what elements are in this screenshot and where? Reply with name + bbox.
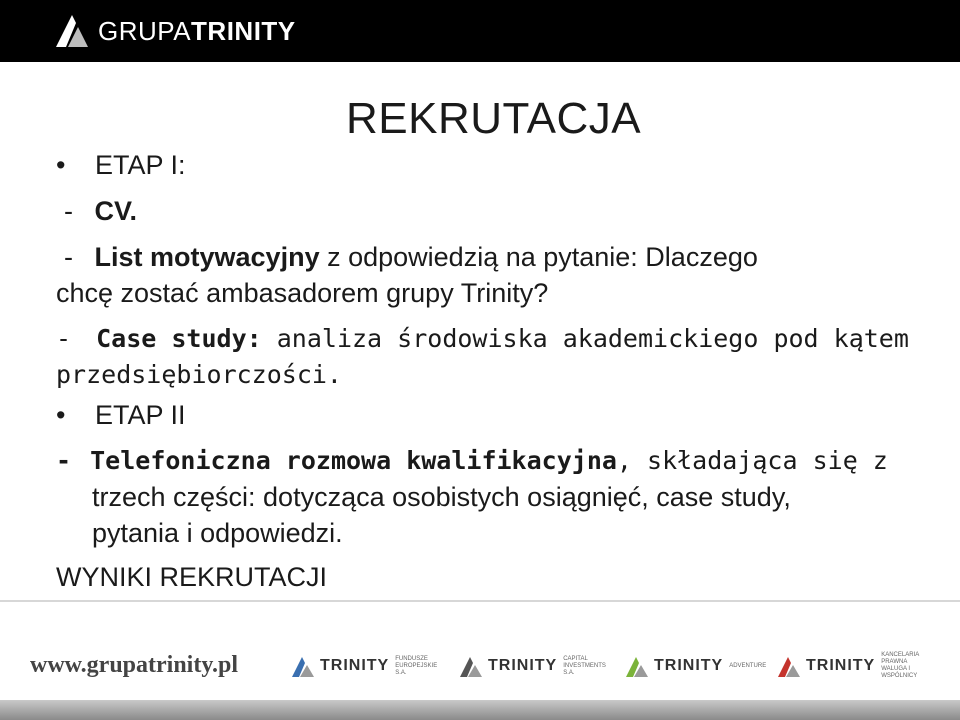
- etap2-heading: [56, 400, 186, 431]
- dash: -: [56, 446, 72, 475]
- dash: -: [64, 196, 73, 226]
- trinity-mark-icon: [776, 653, 802, 679]
- brand-name: TRINITY: [654, 657, 724, 674]
- brand-sub: KANCELARIA PRAWNA WALUGA I WSPÓLNICY: [881, 652, 919, 679]
- brand-name: TRINITY: [488, 657, 558, 674]
- item-cv: CV.: [94, 196, 138, 226]
- logo-suffix: TRINITY: [191, 15, 296, 46]
- item-letter-bold: List motywacyjny: [94, 242, 320, 272]
- trinity-mark-icon: [624, 653, 650, 679]
- footer-url[interactable]: www.grupatrinity.pl: [30, 652, 239, 678]
- brand-sub: ADVENTURE: [729, 662, 767, 669]
- etap1-heading: [56, 150, 186, 181]
- brand-kancelaria[interactable]: [776, 648, 931, 684]
- etap1-item-cv: [64, 196, 137, 227]
- item-phone-bold: Telefoniczna rozmowa kwalifikacyjna: [90, 446, 617, 475]
- logo-text: [98, 16, 296, 47]
- trinity-logo-icon: [52, 11, 92, 51]
- trinity-mark-icon: [458, 653, 484, 679]
- dash: -: [56, 324, 72, 353]
- bullet-icon: [56, 400, 65, 430]
- brand-fundusze[interactable]: [290, 648, 445, 684]
- footer-divider: [0, 600, 960, 602]
- header-bar: [0, 0, 960, 62]
- grupa-trinity-logo[interactable]: [52, 10, 296, 52]
- brand-capital[interactable]: [458, 648, 613, 684]
- brand-name: TRINITY: [320, 657, 390, 674]
- etap2-item-phone-cont2: pytania i odpowiedzi.: [92, 518, 343, 548]
- etap2-item-phone: [56, 446, 888, 475]
- etap2-item-phone-cont1: trzech części: dotycząca osobistych osiągnięć, case study,: [92, 482, 791, 512]
- brand-name: TRINITY: [806, 657, 876, 674]
- item-letter-rest: z odpowiedzią na pytanie: Dlaczego: [319, 242, 758, 272]
- bullet-icon: [56, 150, 65, 180]
- etap1-item-case-cont: przedsiębiorczości.: [56, 360, 342, 389]
- etap2-label: ETAP II: [94, 400, 186, 430]
- brand-sub: FUNDUSZE EUROPEJSKIE S.A.: [395, 655, 438, 676]
- trinity-mark-icon: [290, 653, 316, 679]
- item-case-rest: analiza środowiska akademickiego pod kątem: [261, 324, 909, 353]
- dash: -: [64, 242, 73, 272]
- etap1-item-case: [56, 324, 909, 353]
- item-case-bold: Case study:: [96, 324, 262, 353]
- brand-sub: CAPITAL INVESTMENTS S.A.: [563, 655, 606, 676]
- etap1-item-letter-cont: chcę zostać ambasadorem grupy Trinity?: [56, 278, 549, 308]
- bottom-strip: [0, 700, 960, 720]
- logo-prefix: GRUPA: [98, 15, 192, 46]
- footer-brands: [290, 648, 940, 684]
- slide-title: REKRUTACJA: [346, 94, 642, 143]
- brand-adventure[interactable]: [624, 648, 779, 684]
- etap1-label: ETAP I:: [94, 150, 186, 180]
- results-link[interactable]: WYNIKI REKRUTACJI: [56, 562, 328, 592]
- item-phone-rest: , składająca się z: [616, 446, 888, 475]
- etap1-item-letter: [64, 242, 758, 273]
